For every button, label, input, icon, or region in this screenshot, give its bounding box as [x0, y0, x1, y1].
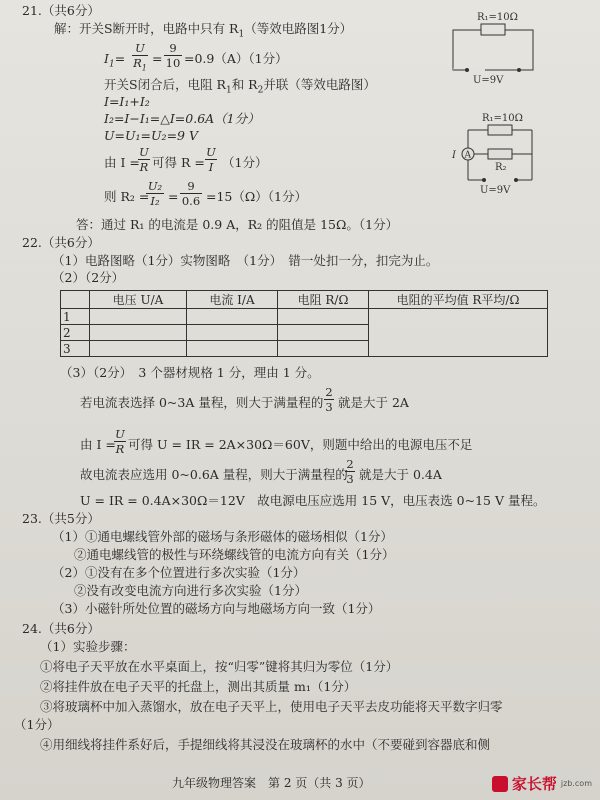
- q22-line-7: U = IR = 0.4A×30Ω＝12V 故电源电压应选用 15 V，电压表选 0~15 V 量程。: [80, 493, 546, 508]
- logo-text: 家长帮: [511, 775, 557, 793]
- q21-heading: 21.（共6分）: [22, 3, 100, 18]
- logo-domain: jzb.com: [560, 779, 592, 788]
- q23-line-2: ②通电螺线管的极性与环绕螺线管的电流方向有关（1分）: [74, 547, 395, 562]
- q21-frac-u-over-i: U I: [206, 145, 216, 174]
- q21-line-7-start: 由 I =: [104, 155, 140, 170]
- q21-eq-equals: =: [152, 51, 163, 66]
- equivalent-circuit-1: [445, 8, 555, 86]
- q24-line-5: （1分）: [14, 717, 60, 732]
- circuit-2-u-label: U=9V: [480, 185, 511, 196]
- table-row-index: 3: [61, 341, 90, 357]
- q22-frac-u-over-r: U R: [115, 427, 125, 456]
- q23-line-1: （1）①通电螺线管外部的磁场与条形磁体的磁场相似（1分）: [52, 529, 393, 544]
- resistor-r1-parallel: [488, 125, 512, 135]
- q21-line-8-start: 则 R₂ =: [104, 189, 150, 204]
- q21-eq-result: =0.9（A）（1分）: [184, 51, 288, 66]
- logo-badge-icon: [492, 776, 508, 792]
- table-header-cell: 电阻的平均值 R平均/Ω: [369, 291, 548, 309]
- q21-line-8-eq: =: [168, 189, 179, 204]
- table-cell: [278, 325, 369, 341]
- q23-heading: 23.（共5分）: [22, 511, 100, 526]
- resistor-r2-parallel: [488, 149, 512, 159]
- q22-line-6-end: 就是大于 0.4A: [359, 467, 442, 482]
- q21-eq-i1: $I_1=$: [104, 51, 126, 70]
- table-header-cell: 电阻 R/Ω: [278, 291, 369, 309]
- equivalent-circuit-2: [440, 112, 555, 196]
- table-cell: [187, 325, 278, 341]
- q22-part-2: （2）（2分）: [52, 270, 125, 285]
- q21-line-8-end: =15（Ω）（1分）: [206, 189, 307, 204]
- q21-frac-u-over-r1: U $R_1$: [133, 41, 147, 73]
- q21-frac-u-over-r: U R: [139, 145, 149, 174]
- q22-line-4-end: 就是大于 2A: [338, 395, 409, 410]
- q24-line-2: ①将电子天平放在水平桌面上，按“归零”键将其归为零位（1分）: [40, 659, 399, 674]
- q23-line-3: （2）①没有在多个位置进行多次实验（1分）: [52, 565, 306, 580]
- q22-data-table: [60, 290, 548, 357]
- q22-line-4-start: 若电流表选择 0~3A 量程，则大于满量程的: [80, 395, 324, 410]
- q21-frac-u2-over-i2: U₂ I₂: [147, 179, 163, 208]
- site-watermark-logo: [492, 773, 592, 794]
- q21-line-3: 开关S闭合后，电阻 $R_1$和 $R_2$并联（等效电路图）: [104, 77, 376, 96]
- q21-line-7-mid: 可得 R =: [152, 155, 205, 170]
- q21-line-5: I₂=I−I₁=△I=0.6A（1分）: [104, 111, 260, 126]
- page-footer: 九年级物理答案 第 2 页（共 3 页）: [172, 776, 371, 790]
- circuit-2-r2-label: R₂: [495, 162, 507, 173]
- resistor-r1-shape: [481, 24, 505, 35]
- circuit-2-r1-label: R₁=10Ω: [482, 113, 523, 124]
- table-cell-average: [369, 309, 548, 357]
- table-cell: [187, 309, 278, 325]
- q22-part-3: （3）（2分） 3 个器材规格 1 分，理由 1 分。: [60, 365, 320, 380]
- q22-line-5-start: 由 I =: [80, 437, 116, 452]
- q24-heading: 24.（共6分）: [22, 621, 100, 636]
- table-header-row: [61, 291, 548, 309]
- q21-frac-9-over-06: 9 0.6: [181, 179, 201, 208]
- table-row-index: 2: [61, 325, 90, 341]
- table-row-index: 1: [61, 309, 90, 325]
- q24-line-6: ④用细线将挂件系好后，手提细线将其浸没在玻璃杯的水中（不要碰到容器底和侧: [40, 737, 491, 752]
- table-header-cell: 电流 I/A: [187, 291, 278, 309]
- q21-answer: 答：通过 R₁ 的电流是 0.9 A，R₂ 的阻值是 15Ω。（1分）: [76, 217, 399, 232]
- q21-frac-9-over-10: 9 10: [165, 41, 181, 70]
- q21-line-4: I=I₁+I₂: [104, 94, 150, 109]
- circuit-1-u-label: U=9V: [473, 75, 504, 86]
- table-header-cell: 电压 U/A: [90, 291, 187, 309]
- q22-frac-2-3-a: 2 3: [325, 385, 333, 414]
- table-cell: [90, 309, 187, 325]
- q22-part-1: （1）电路图略（1分）实物图略 （1分） 错一处扣一分，扣完为止。: [52, 253, 439, 268]
- ammeter-label: A: [464, 150, 471, 161]
- circuit-2-current-label: I: [452, 150, 456, 161]
- table-cell: [278, 341, 369, 357]
- table-header-cell: [61, 291, 90, 309]
- q23-line-5: （3）小磁针所处位置的磁场方向与地磁场方向一致（1分）: [52, 601, 381, 616]
- q24-line-4: ③将玻璃杯中加入蒸馏水，放在电子天平上，使用电子天平去皮功能将天平数字归零: [40, 699, 503, 714]
- q21-line-6: U=U₁=U₂=9 V: [104, 128, 199, 143]
- q21-line-7-end: （1分）: [222, 155, 268, 170]
- table-cell: [90, 341, 187, 357]
- table-cell: [187, 341, 278, 357]
- circuit-1-r-label: R₁=10Ω: [477, 12, 518, 23]
- table-cell: [278, 309, 369, 325]
- table-cell: [90, 325, 187, 341]
- q21-line-1: 解：开关S断开时，电路中只有 $R_1$（等效电路图1分）: [54, 21, 353, 40]
- q24-line-3: ②将挂件放在电子天平的托盘上，测出其质量 m₁（1分）: [40, 679, 357, 694]
- q22-frac-2-3-b: 2 3: [346, 457, 354, 486]
- q22-heading: 22.（共6分）: [22, 235, 100, 250]
- q23-line-4: ②没有改变电流方向进行多次实验（1分）: [74, 583, 307, 598]
- q22-line-6-start: 故电流表应选用 0~0.6A 量程，则大于满量程的: [80, 467, 348, 482]
- q22-line-5-end: 可得 U = IR = 2A×30Ω＝60V，则题中给出的电源电压不足: [128, 437, 473, 452]
- q24-line-1: （1）实验步骤：: [40, 639, 136, 654]
- table-row: [61, 309, 548, 325]
